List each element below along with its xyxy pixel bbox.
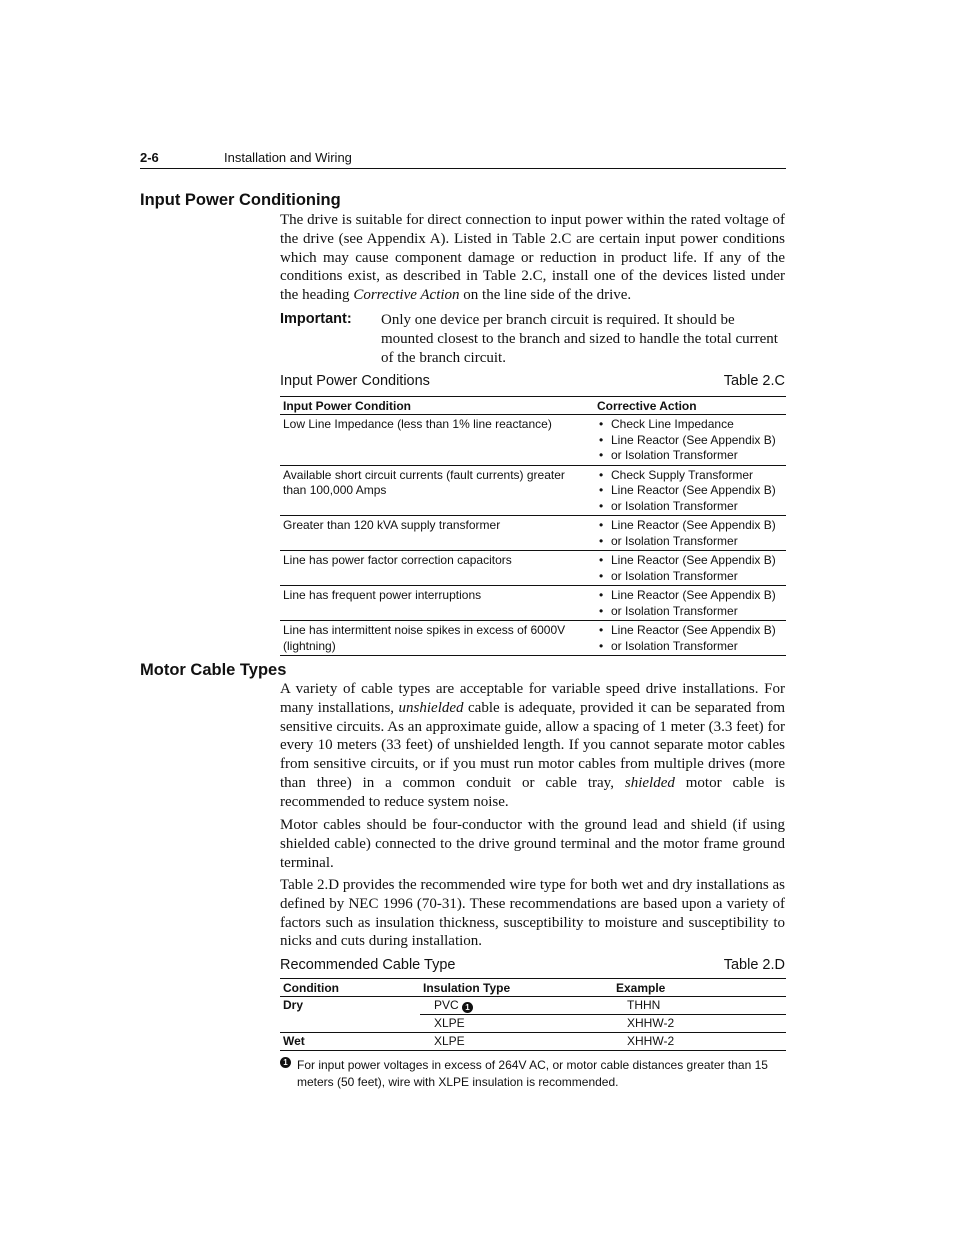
text-run: cable is adequate, provided it can be separated from sensitive circuits. As an approximate guide, allow a spacing of 1 meter (3.3 feet) for every 10 meters (33 feet) of unshielded length. If you cannot separate motor cables from sensitive circuits, or if you must run motor cables from multiple drives (more than three) in a common conduit or cable tray,	[280, 699, 785, 791]
insulation-cell	[420, 997, 613, 1015]
action-cell	[594, 586, 786, 621]
paragraph-motor-cable-1	[280, 680, 785, 812]
action-cell	[594, 551, 786, 586]
condition-cell: Low Line Impedance (less than 1% line reactance)	[280, 415, 594, 466]
recommended-cable-table	[280, 978, 786, 1051]
column-header: Condition	[280, 979, 420, 997]
important-label: Important:	[280, 311, 352, 327]
condition-cell: Greater than 120 kVA supply transformer	[280, 516, 594, 551]
paragraph-input-power	[280, 211, 785, 305]
paragraph-motor-cable-2: Motor cables should be four-conductor with the ground lead and shield (if using shielded cable) connected to the drive ground terminal and the motor frame ground terminal.	[280, 817, 785, 871]
footnote-marker-icon: 1	[280, 1057, 291, 1068]
footnote-text: For input power voltages in excess of 264V AC, or motor cable distances greater than 15 meters (50 feet), wire with XLPE insulation is recommended.	[297, 1058, 768, 1089]
table-row	[280, 621, 786, 656]
table-c-title: Input Power Conditions	[280, 373, 430, 389]
action-item: • Line Reactor (See Appendix B)	[597, 518, 783, 534]
table-header-row	[280, 979, 786, 997]
condition-cell: Line has intermittent noise spikes in excess of 6000V (lightning)	[280, 621, 594, 656]
table-row	[280, 415, 786, 466]
action-cell	[594, 465, 786, 516]
condition-cell	[280, 1015, 420, 1033]
table-d-number: Table 2.D	[723, 957, 785, 973]
action-cell	[594, 415, 786, 466]
text-run: The drive is suitable for direct connection to input power within the rated voltage of the drive (see Appendix A). Listed in Table 2.C are certain input power conditions which may cause component damage or reduction in product life. If any of the conditions exist, as described in Table 2.C, install one of the devices listed under the heading	[280, 212, 785, 304]
table-row	[280, 997, 786, 1015]
action-item: • or Isolation Transformer	[597, 569, 783, 585]
table-d-title: Recommended Cable Type	[280, 957, 456, 973]
section-heading-input-power: Input Power Conditioning	[140, 191, 341, 209]
action-item: • or Isolation Transformer	[597, 639, 783, 655]
table-row	[280, 1015, 786, 1033]
table-row	[280, 1033, 786, 1051]
action-item: • Check Line Impedance	[597, 417, 783, 433]
table-row	[280, 465, 786, 516]
condition-cell: Line has frequent power interruptions	[280, 586, 594, 621]
action-item: • or Isolation Transformer	[597, 604, 783, 620]
action-item: • Line Reactor (See Appendix B)	[597, 553, 783, 569]
action-cell	[594, 621, 786, 656]
action-item: • Line Reactor (See Appendix B)	[597, 623, 783, 639]
column-header: Example	[613, 979, 786, 997]
action-item: • Line Reactor (See Appendix B)	[597, 588, 783, 604]
text-run: motor cable is recommended to reduce system noise.	[280, 774, 786, 810]
emphasis-shielded: shielded	[624, 774, 675, 791]
example-cell: THHN	[613, 997, 786, 1015]
insulation-cell: XLPE	[420, 1015, 613, 1033]
action-item: • or Isolation Transformer	[597, 499, 783, 515]
table-footnote	[280, 1057, 785, 1091]
action-cell	[594, 516, 786, 551]
insulation-value: PVC	[434, 998, 459, 1012]
column-header: Corrective Action	[594, 397, 786, 415]
table-d-caption	[280, 957, 785, 973]
example-cell: XHHW-2	[613, 1015, 786, 1033]
input-power-conditions-table	[280, 396, 786, 656]
text-run: on the line side of the drive.	[459, 287, 632, 304]
text-run: A variety of cable types are acceptable for variable speed drive installations. For many installations,	[280, 681, 785, 716]
emphasis-corrective-action: Corrective Action	[353, 287, 460, 304]
table-c-number: Table 2.C	[723, 373, 785, 389]
condition-cell: Line has power factor correction capacitors	[280, 551, 594, 586]
action-item: • or Isolation Transformer	[597, 534, 783, 550]
emphasis-unshielded: unshielded	[398, 699, 464, 716]
insulation-cell: XLPE	[420, 1033, 613, 1051]
running-section-title: Installation and Wiring	[224, 150, 352, 165]
condition-cell: Available short circuit currents (fault currents) greater than 100,000 Amps	[280, 465, 594, 516]
footnote-marker-icon: 1	[462, 1002, 473, 1013]
column-header: Input Power Condition	[280, 397, 594, 415]
table-row	[280, 551, 786, 586]
example-cell: XHHW-2	[613, 1033, 786, 1051]
condition-cell: Wet	[280, 1033, 420, 1051]
page-header	[140, 150, 786, 169]
page-number: 2-6	[140, 150, 159, 165]
table-row	[280, 586, 786, 621]
paragraph-motor-cable-3: Table 2.D provides the recommended wire type for both wet and dry installations as defined by NEC 1996 (70-31). These recommendations are based upon a variety of factors such as insulation thickness, susceptibility to moisture and susceptibility to nicks and cuts during installation.	[280, 877, 785, 950]
table-row	[280, 516, 786, 551]
condition-cell: Dry	[283, 998, 304, 1013]
table-header-row	[280, 397, 786, 415]
action-item: • Line Reactor (See Appendix B)	[597, 483, 783, 499]
important-note: Only one device per branch circuit is required. It should be mounted closest to the branch and sized to handle the total current of the branch circuit.	[381, 312, 778, 366]
action-item: • Line Reactor (See Appendix B)	[597, 433, 783, 449]
column-header: Insulation Type	[420, 979, 613, 997]
action-item: • or Isolation Transformer	[597, 448, 783, 464]
table-c-caption	[280, 373, 785, 389]
action-item: • Check Supply Transformer	[597, 468, 783, 484]
section-heading-motor-cable: Motor Cable Types	[140, 661, 287, 679]
